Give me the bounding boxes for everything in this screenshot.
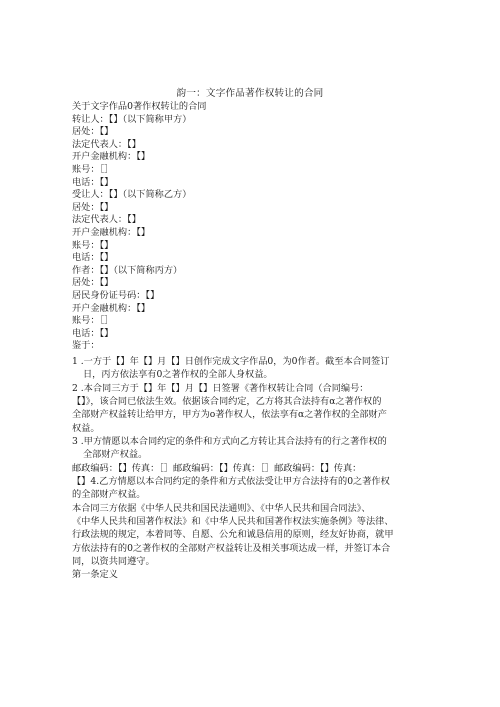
transferee-phone: 电话：【】: [72, 252, 114, 264]
section-title: 第一条定义: [72, 569, 118, 580]
clause-line: 全部财产权益转让给甲方，甲方为o著作权人，依法享有α之著作权的全部财产: [72, 409, 387, 421]
transferee-legal-rep: 法定代表人：【】: [72, 214, 141, 226]
legal-basis-paragraph: [72, 502, 432, 568]
transferor-legal-rep: 法定代表人：【】: [72, 138, 141, 150]
contract-heading: 关于文字作品0著作权转让的合同: [72, 101, 207, 112]
whereas-clause-2: [72, 382, 432, 435]
party-info-block: [72, 101, 432, 353]
transferee-line: 受让人：【】（以下简称乙方）: [72, 189, 192, 201]
transferee-address: 居处：【】: [72, 201, 114, 213]
clause-line: 邮政编码：【】传真：［］邮政编码：【】传真：［］邮政编码：【】传真：: [72, 463, 362, 474]
basis-line: 同，以资共同遵守。: [72, 555, 155, 567]
whereas-heading: 鉴于：: [72, 340, 100, 352]
clause-line: 【】》，该合同已依法生效。依据该合同约定，乙方将其合法持有α之著作权的: [72, 396, 382, 408]
document-title: 韵一：文字作品著作权转让的合同: [176, 88, 324, 99]
transferor-address: 居处：【】: [72, 126, 114, 138]
whereas-clause-3: [72, 435, 432, 461]
clause-line: 权益。: [72, 422, 100, 434]
transferor-phone: 电话：【】: [72, 176, 114, 188]
clause-line: 日，丙方依法享有0之著作权的全部人身权益。: [83, 369, 273, 381]
clause-line: 全部财产权益。: [83, 449, 148, 461]
clause-line: 【】4.乙方情愿以本合同约定的条件和方式依法受让甲方合法持有的0之著作权: [72, 476, 390, 488]
transferor-bank: 开户金融机构：【】: [72, 151, 151, 163]
basis-line: 方依法持有的0之著作权的全部财产权益转让及相关事项达成一样，并签订本合: [72, 542, 391, 554]
clause-line: 2 .本合同三方于【】年【】月【】日签署《著作权转让合同（合同编号：: [72, 383, 369, 394]
basis-line: 行政法规的规定，本着同等、自愿、公允和诚恳信用的原则，经友好协商，就甲: [72, 529, 394, 541]
author-bank: 开户金融机构：【】: [72, 302, 151, 314]
whereas-clause-1: [72, 355, 432, 381]
transferee-bank: 开户金融机构：【】: [72, 226, 151, 238]
transferor-line: 转让人：【】（以下简称甲方）: [72, 113, 192, 125]
author-address: 居处：【】: [72, 277, 114, 289]
author-id-number: 居民身份证号码：【】: [72, 289, 160, 301]
clause-line: 1 .一方于【】年【】月【】日创作完成文字作品0，为0作者。截至本合同签订: [72, 356, 390, 367]
author-account: 账号：［］: [72, 315, 114, 327]
whereas-clause-4: [72, 462, 432, 502]
author-phone: 电话：【】: [72, 327, 114, 339]
clause-line: 3 .甲方情愿以本合同约定的条件和方式向乙方转让其合法持有的行之著作权的: [72, 436, 387, 447]
author-line: 作者：【】（以下简称丙方）: [72, 264, 183, 276]
clause-line: 的全部财产权益。: [72, 489, 146, 501]
basis-line: 本合同三方依据《中华人民共和国民法通则》、《中华人民共和国合同法》、: [72, 503, 371, 514]
basis-line: 《中华人民共和国著作权法》和《中华人民共和国著作权法实施条例》等法律、: [72, 516, 394, 528]
section-heading: [72, 568, 432, 581]
transferor-account: 账号：［］: [72, 163, 114, 175]
transferee-account: 账号：【】: [72, 239, 114, 251]
